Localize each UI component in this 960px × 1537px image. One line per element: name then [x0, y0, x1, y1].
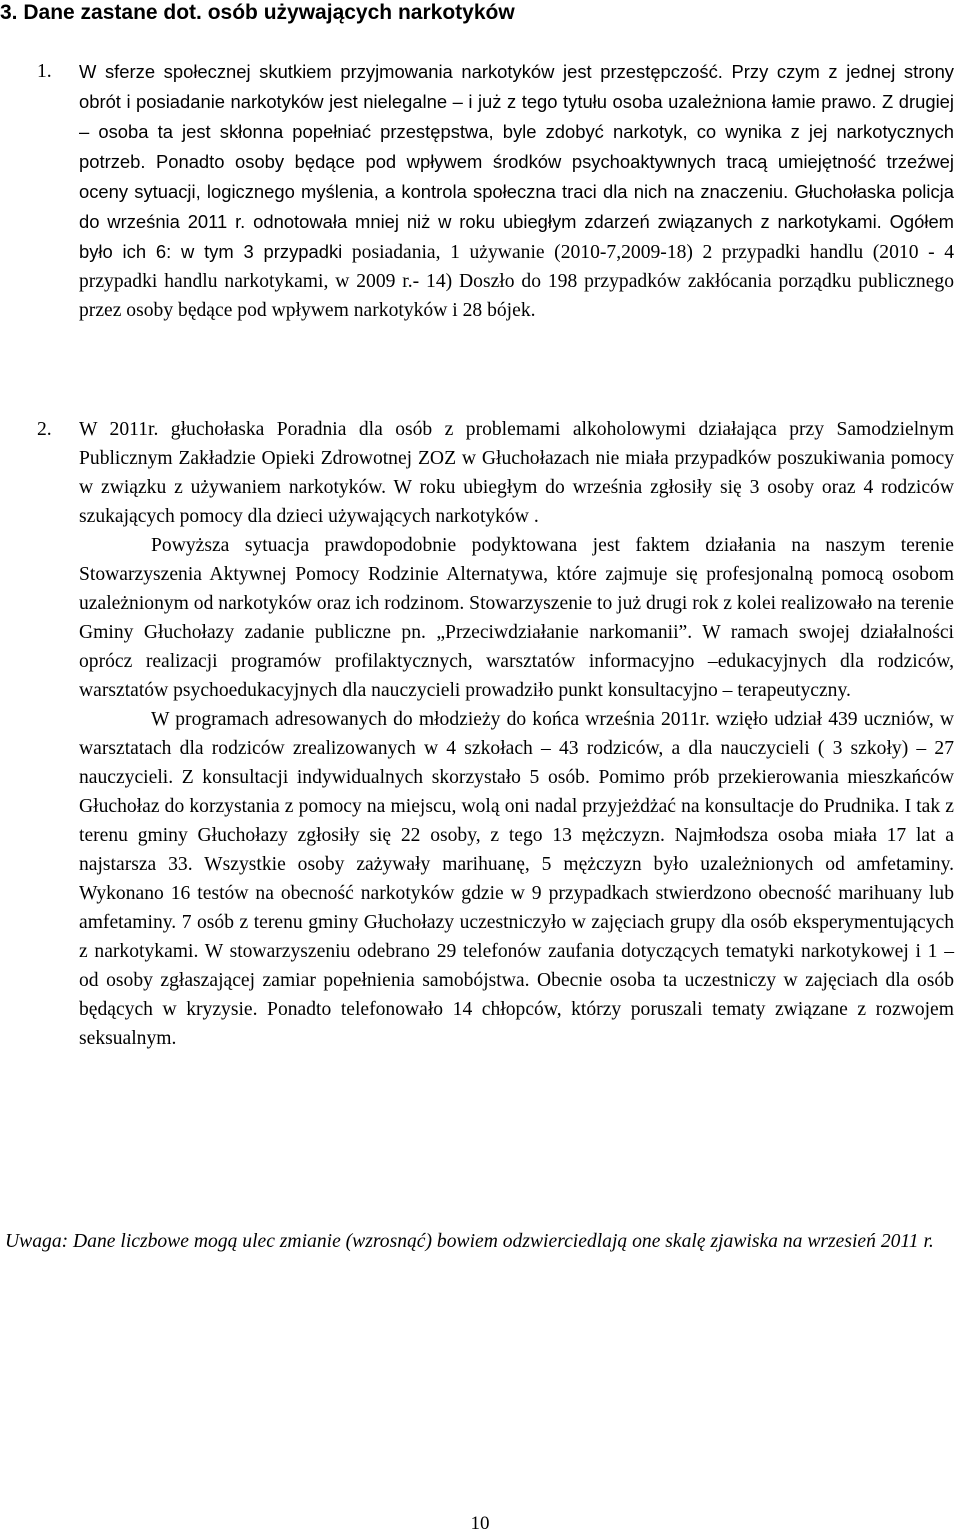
- item-1-paragraph: [79, 57, 954, 325]
- list-item-number: 1.: [37, 61, 52, 82]
- list-item-number: 2.: [37, 419, 52, 440]
- item-1-text-sans: W sferze społecznej skutkiem przyjmowania narkotyków jest przestępczość. Przy czym z jednej strony obrót i posiadanie narkotyków jest nielegalne – i już z tego tytułu osoba uzależniona łamie prawo. Z drugiej – osoba ta jest skłonna popełniać przestępstwa, byle zdobyć narkotyk, co wynika z jej narkotycznych potrzeb. Ponadto osoby będące pod wpływem środków psychoaktywnych tracą umiejętność trzeźwej oceny sytuacji, logicznego myślenia, a kontrola społeczna traci dla nich na znaczeniu. Głuchołaska policja do września 2011 r. odnotowała mniej niż w roku ubiegłym zdarzeń związanych z narkotykami. Ogółem było ich 6: w tym 3 przypadki: [79, 61, 954, 262]
- item-1-text-serif: posiadania, 1 używanie (2010-7,2009-18) 2 przypadki handlu (2010 - 4 przypadki handlu narkotykami, w 2009 r.- 14) Doszło do 198 przypadków zakłócania porządku publicznego przez osoby będące pod wpływem narkotyków i 28 bójek.: [79, 242, 954, 321]
- item-2-paragraph-1: W 2011r. głuchołaska Poradnia dla osób z problemami alkoholowymi działająca przy Samodzielnym Publicznym Zakładzie Opieki Zdrowotnej ZOZ w Głuchołazach nie miała przypadków poszukiwania pomocy w związku z używaniem narkotyków. W roku ubiegłym do września zgłosiły się 3 osoby oraz 4 rodziców szukających pomocy dla dzieci używających narkotyków .: [79, 419, 954, 527]
- item-2-paragraph-3: W programach adresowanych do młodzieży do końca września 2011r. wzięło udział 439 uczniów, w warsztatach dla rodziców zrealizowanych w 4 szkołach – 43 rodziców, a dla nauczycieli ( 3 szkoły) – 27 nauczycieli. Z konsultacji indywidualnych skorzystało 5 osób. Pomimo prób przekierowania mieszkańców Głuchołaz do korzystania z pomocy na miejscu, wolą oni nadal przyjeżdżać na konsultacje do Prudnika. I tak z terenu gminy Głuchołazy zgłosiły się 22 osoby, z tego 13 mężczyzn. Najmłodsza osoba miała 17 lat a najstarsza 33. Wszystkie osoby zażywały marihuanę, 5 mężczyzn było uzależnionych od amfetaminy. Wykonano 16 testów na obecność narkotyków gdzie w 9 przypadkach stwierdzono obecność marihuany lub amfetaminy. 7 osób z terenu gminy Głuchołazy uczestniczyło w zajęciach grupy dla osób eksperymentujących z narkotykami. W stowarzyszeniu odebrano 29 telefonów zaufania dotyczących tematyki narkotykowej i 1 – od osoby zgłaszającej zamiar popełnienia samobójstwa. Obecnie osoba ta uczestniczy w zajęciach dla osób będących w kryzysie. Ponadto telefonowało 14 chłopców, którzy poruszali tematy związane z rozwojem seksualnym.: [79, 709, 954, 1049]
- section-heading: 3. Dane zastane dot. osób używających narkotyków: [0, 1, 515, 24]
- item-2-paragraph-2: Powyższa sytuacja prawdopodobnie podyktowana jest faktem działania na naszym terenie Stowarzyszenia Aktywnej Pomocy Rodzinie Alternatywa, które zajmuje się profesjonalną pomocą osobom uzależnionym od narkotyków oraz ich rodzinom. Stowarzyszenie to już drugi rok z kolei realizowało na terenie Gminy Głuchołazy zadanie publiczne pn. „Przeciwdziałanie narkomanii”. W ramach swojej działalności oprócz realizacji programów profilaktycznych, warsztatów informacyjno –edukacyjnych dla rodziców, warsztatów psychoedukacyjnych dla nauczycieli prowadziło punkt konsultacyjno – terapeutyczny.: [79, 535, 954, 701]
- list-item-1: [37, 57, 954, 325]
- list-item-2: [37, 415, 954, 1053]
- page-number: 10: [470, 1513, 490, 1534]
- note: Uwaga: Dane liczbowe mogą ulec zmianie (wzrosnąć) bowiem odzwierciedlają one skalę zjawiska na wrzesień 2011 r.: [5, 1231, 934, 1252]
